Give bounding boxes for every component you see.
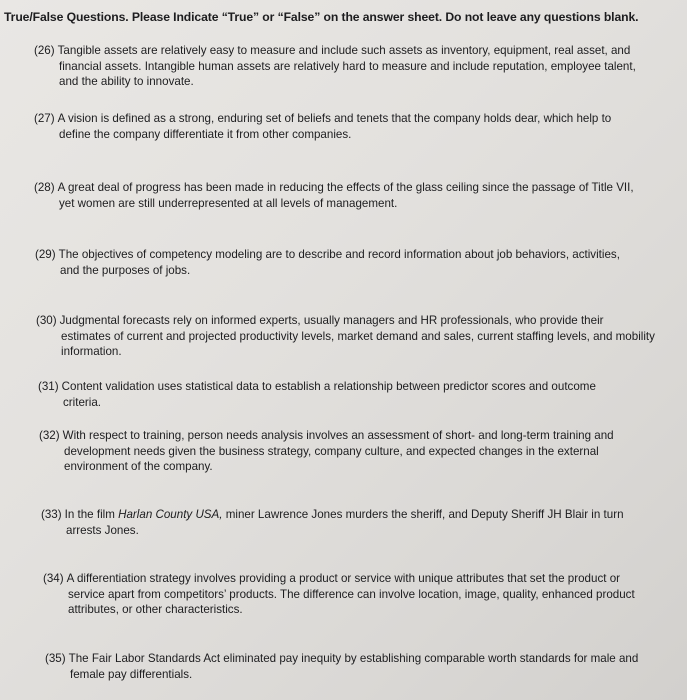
- question-31: [38, 379, 678, 410]
- question-35: [45, 651, 681, 682]
- question-text: A vision is defined as a strong, enduring set of beliefs and tenets that the company holds dear, which help to: [57, 112, 612, 125]
- question-28: [34, 180, 679, 211]
- question-continuation: service apart from competitors’ products. The difference can involve location, image, quality, enhanced product attributes, or other characteristics.: [68, 587, 635, 616]
- question-continuation: female pay differentials.: [70, 667, 193, 681]
- question-number: (32): [39, 429, 60, 442]
- question-first-line: [39, 428, 679, 444]
- question-first-line: [41, 507, 681, 523]
- question-34: [43, 571, 683, 618]
- question-continuation: arrests Jones.: [66, 523, 139, 537]
- question-text: Content validation uses statistical data to establish a relationship between predictor scores and outcome: [61, 380, 596, 393]
- question-continuation: financial assets. Intangible human assets are relatively hard to measure and include reputation, employee talent, and the ability to innovate.: [59, 59, 636, 88]
- question-continuation: estimates of current and projected productivity levels, market demand and sales, current staffing levels, and mobility information.: [61, 329, 655, 358]
- question-30: [36, 313, 676, 360]
- question-first-line: [34, 43, 679, 59]
- question-text: With respect to training, person needs analysis involves an assessment of short- and long-term training and: [62, 429, 614, 442]
- question-continuation: development needs given the business strategy, company culture, and expected changes in the external environment of the company.: [64, 444, 599, 473]
- question-text: Judgmental forecasts rely on informed experts, usually managers and HR professionals, who provide their: [59, 314, 604, 327]
- question-first-line: [34, 180, 679, 196]
- question-number: (26): [34, 44, 55, 57]
- question-text: A differentiation strategy involves providing a product or service with unique attributes that set the product or: [66, 572, 620, 585]
- question-first-line: [34, 111, 679, 127]
- question-first-line: [45, 651, 681, 667]
- question-29: [35, 247, 680, 278]
- question-26: [34, 43, 679, 90]
- question-number: (28): [34, 181, 55, 194]
- question-continuation: yet women are still underrepresented at all levels of management.: [59, 196, 398, 210]
- question-number: (31): [38, 380, 59, 393]
- question-text: Tangible assets are relatively easy to measure and include such assets as inventory, equipment, real asset, and: [57, 44, 631, 57]
- question-text-before: In the film: [64, 508, 119, 521]
- question-first-line: [35, 247, 680, 263]
- question-text: The Fair Labor Standards Act eliminated pay inequity by establishing comparable worth standards for male and: [68, 652, 639, 665]
- question-number: (34): [43, 572, 64, 585]
- question-first-line: [43, 571, 683, 587]
- question-number: (30): [36, 314, 57, 327]
- question-number: (33): [41, 508, 62, 521]
- question-first-line: [38, 379, 678, 395]
- instructions-header: True/False Questions. Please Indicate “True” or “False” on the answer sheet. Do not leave any questions blank.: [4, 10, 639, 24]
- question-number: (29): [35, 248, 56, 261]
- question-number: (35): [45, 652, 66, 665]
- question-number: (27): [34, 112, 55, 125]
- film-title: Harlan County USA,: [118, 508, 223, 521]
- question-continuation: define the company differentiate it from other companies.: [59, 127, 352, 141]
- question-text-after: miner Lawrence Jones murders the sheriff, and Deputy Sheriff JH Blair in turn: [222, 508, 624, 521]
- question-text: A great deal of progress has been made in reducing the effects of the glass ceiling since the passage of Title VII,: [57, 181, 634, 194]
- question-text: The objectives of competency modeling are to describe and record information about job behaviors, activities,: [58, 248, 620, 261]
- question-continuation: criteria.: [63, 395, 102, 409]
- question-continuation: and the purposes of jobs.: [60, 263, 191, 277]
- question-33: [41, 507, 681, 538]
- question-27: [34, 111, 679, 142]
- question-32: [39, 428, 679, 475]
- question-first-line: [36, 313, 676, 329]
